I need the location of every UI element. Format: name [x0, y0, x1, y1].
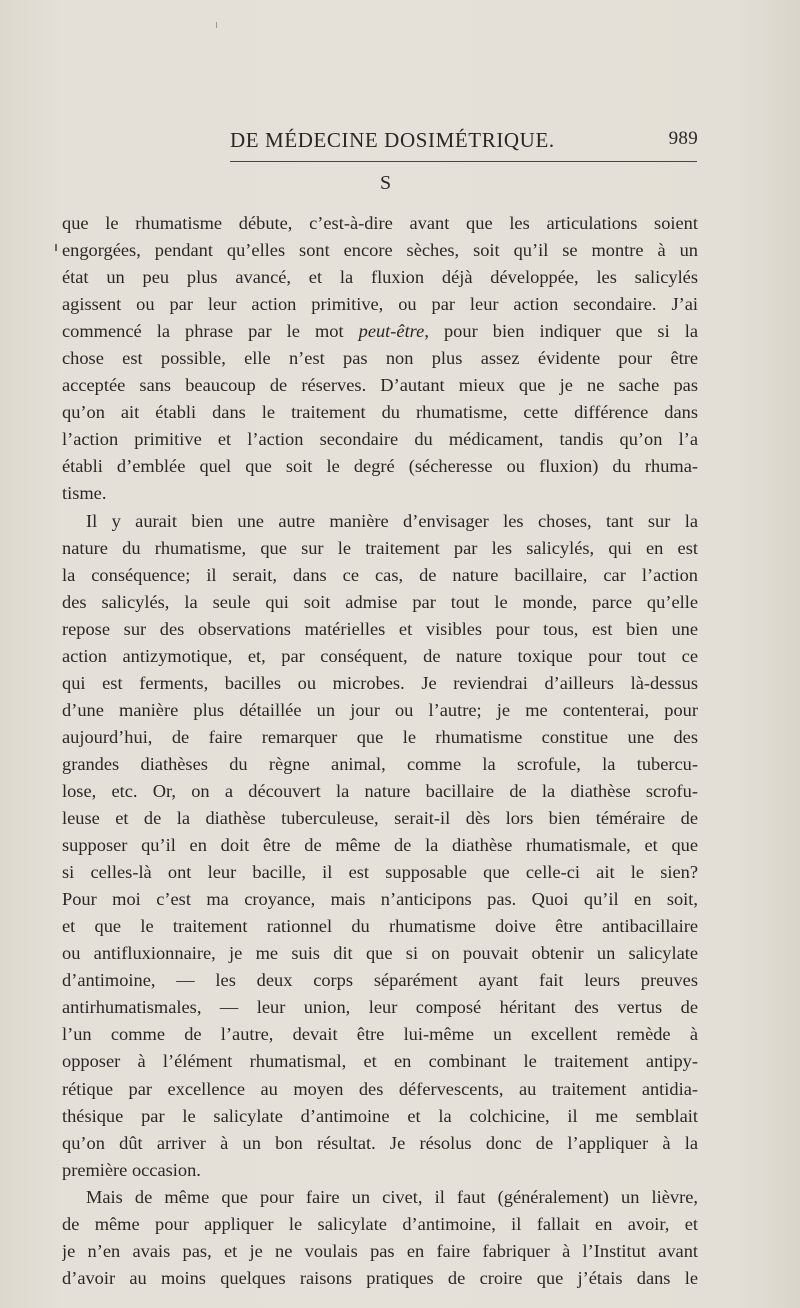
text-line: l’action primitive et l’action secondaire du médicament, tandis qu’on l’a — [62, 429, 698, 450]
text-line: repose sur des observations matérielles et visibles pour tous, est bien une — [62, 618, 698, 639]
text-line: des salicylés, la seule qui soit admise par tout le monde, parce qu’elle — [62, 591, 698, 612]
text-line: Il y aurait bien une autre manière d’envisager les choses, tant sur la — [86, 510, 698, 531]
text-line: la conséquence; il serait, dans ce cas, de nature bacillaire, car l’action — [62, 564, 698, 585]
text-line: je n’en avais pas, et je ne voulais pas en faire fabriquer à l’Institut avant — [62, 1240, 698, 1261]
text-line: état un peu plus avancé, et la fluxion déjà développée, les salicylés — [62, 267, 698, 288]
text-line: acceptée sans beaucoup de réserves. D’autant mieux que je ne sache pas — [62, 375, 698, 396]
text-line: leuse et de la diathèse tuberculeuse, serait-il dès lors bien téméraire de — [62, 808, 698, 829]
text-line: nature du rhumatisme, que sur le traitement par les salicylés, qui en est — [62, 537, 698, 558]
text-line: établi d’emblée quel que soit le degré (sécheresse ou fluxion) du rhuma- — [62, 456, 698, 477]
text-line: chose est possible, elle n’est pas non plus assez évidente pour être — [62, 348, 698, 369]
text-line: qu’on dût arriver à un bon résultat. Je résolus donc de l’appliquer à la — [62, 1132, 698, 1153]
text-line: supposer qu’il en doit être de même de la diathèse rhumatismale, et que — [62, 835, 698, 856]
text-line: d’une manière plus détaillée un jour ou l’autre; je me contenterai, pour — [62, 699, 698, 720]
text-line: si celles-là ont leur bacille, il est supposable que celle-ci ait le sien? — [62, 862, 698, 883]
text-line: aujourd’hui, de faire remarquer que le rhumatisme constitue une des — [62, 726, 698, 747]
text-line: d’antimoine, — les deux corps séparément ayant fait leurs preuves — [62, 970, 698, 991]
body-text — [62, 210, 698, 1292]
text-line: l’un comme de l’autre, devait être lui-même un excellent remède à — [62, 1024, 698, 1045]
text-line: tisme. — [62, 483, 107, 504]
text-line: antirhumatismales, — leur union, leur composé héritant des vertus de — [62, 997, 698, 1018]
text-line: action antizymotique, et, par conséquent, de nature toxique pour tout ce — [62, 645, 698, 666]
text-line: première occasion. — [62, 1159, 201, 1180]
running-title: DE MÉDECINE DOSIMÉTRIQUE. — [230, 128, 555, 152]
text-line: et que le traitement rationnel du rhumatisme doive être antibacillaire — [62, 916, 698, 937]
text-line: que le rhumatisme débute, c’est-à-dire avant que les articulations soient — [62, 213, 698, 233]
text-line: opposer à l’élément rhumatismal, et en combinant le traitement antipy- — [62, 1051, 698, 1072]
text-line: rétique par excellence au moyen des défervescents, au traitement antidia- — [62, 1078, 698, 1099]
text-line: agissent ou par leur action primitive, ou par leur action secondaire. J’ai — [62, 294, 698, 315]
running-head — [62, 128, 698, 158]
text-line: lose, etc. Or, on a découvert la nature bacillaire de la diathèse scrofu- — [62, 780, 698, 801]
text-line: ou antifluxionnaire, je me suis dit que si on pouvait obtenir un salicylate — [62, 943, 698, 964]
text-line: qu’on ait établi dans le traitement du rhumatisme, cette différence dans — [62, 402, 698, 423]
text-line: grandes diathèses du règne animal, comme la scrofule, la tubercu- — [62, 753, 698, 774]
margin-mark — [55, 244, 57, 251]
text-line: qui est ferments, bacilles ou microbes. Je reviendrai d’ailleurs là-dessus — [62, 672, 698, 693]
text-line: Pour moi c’est ma croyance, mais n’anticipons pas. Quoi qu’il en soit, — [62, 889, 698, 910]
text-line: thésique par le salicylate d’antimoine et la colchicine, il me semblait — [62, 1105, 698, 1126]
header-rule — [230, 161, 697, 162]
text-line: de même pour appliquer le salicylate d’antimoine, il fallait en avoir, et — [62, 1213, 698, 1234]
text-line: engorgées, pendant qu’elles sont encore sèches, soit qu’il se montre à un — [62, 240, 698, 261]
emphasis: peut-être — [358, 321, 425, 342]
text-line: commencé la phrase par le mot peut-être, pour bien indiquer que si la — [62, 321, 698, 342]
text-line: Mais de même que pour faire un civet, il faut (généralement) un lièvre, — [86, 1186, 698, 1207]
signature-mark: S — [380, 172, 392, 194]
text-line: d’avoir au moins quelques raisons pratiques de croire que j’étais dans le — [62, 1267, 698, 1288]
scan-speck — [216, 22, 217, 28]
page-number: 989 — [668, 128, 698, 149]
